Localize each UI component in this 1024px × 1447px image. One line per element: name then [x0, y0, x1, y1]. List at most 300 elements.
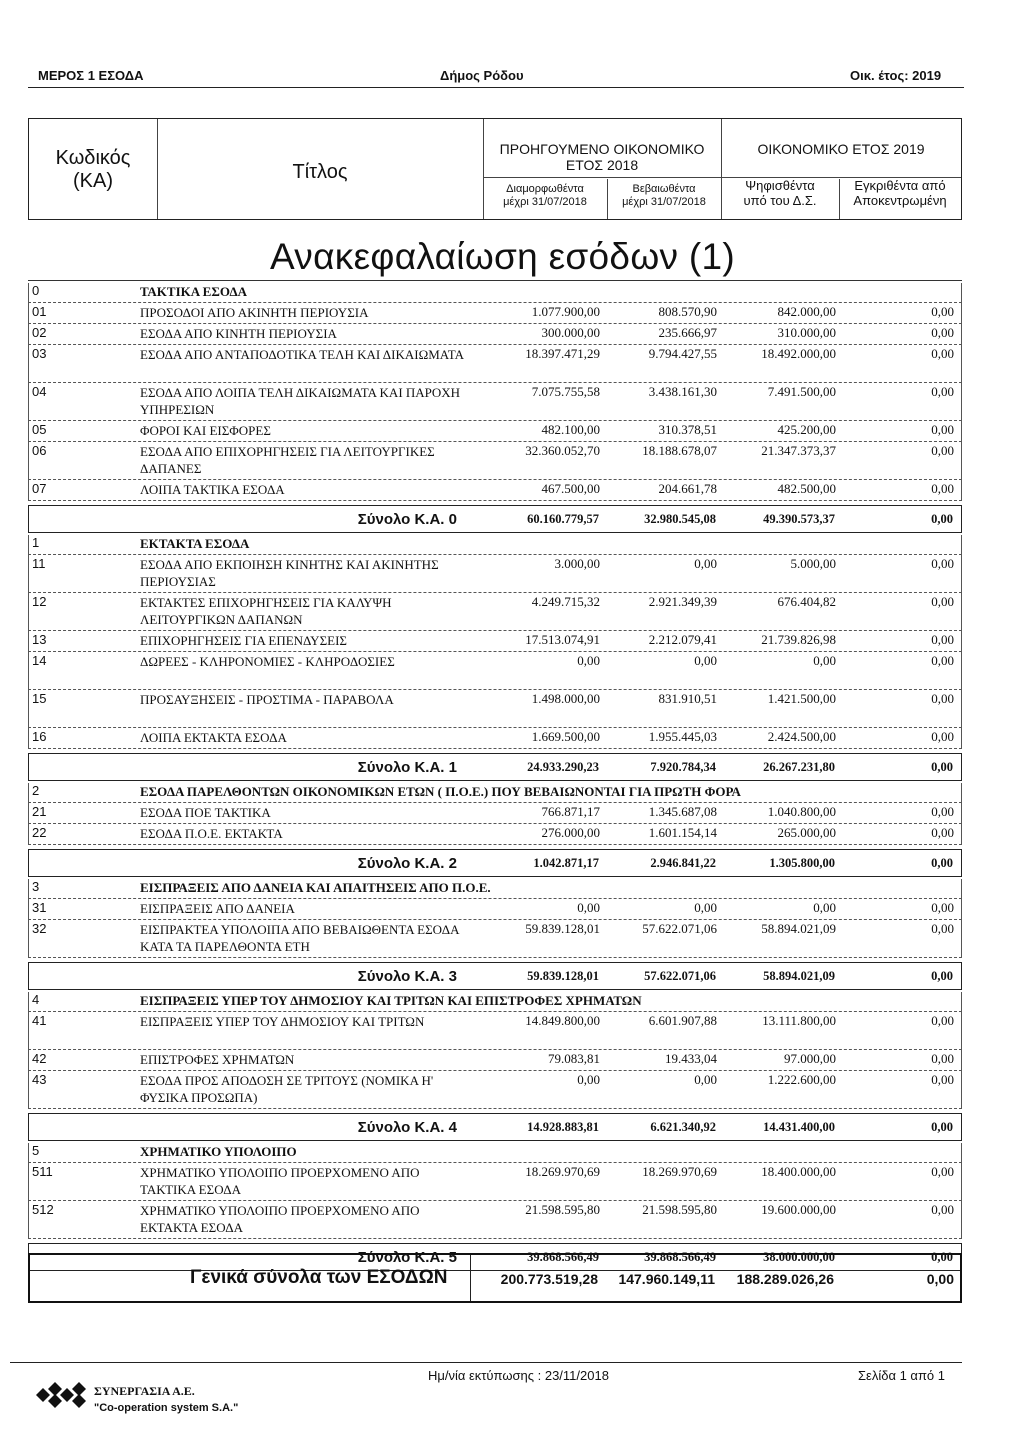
table-row [28, 729, 962, 750]
col-divider [28, 1011, 29, 1049]
header-center: Δήμος Ρόδου [440, 68, 524, 83]
row-title: ΠΡΟΣΑΥΞΗΣΕΙΣ - ΠΡΟΣΤΙΜΑ - ΠΑΡΑΒΟΛΑ [140, 692, 394, 707]
row-v2: 57.622.071,06 [642, 921, 717, 936]
col-divider [28, 302, 29, 323]
row-dashed-rule [28, 500, 962, 501]
col-divider [961, 919, 962, 957]
row-code: 11 [32, 556, 46, 571]
section-total-v3: 38.000.000,00 [763, 1250, 835, 1264]
row-v3: 97.000,00 [784, 1051, 836, 1066]
row-v2: 19.433,04 [665, 1051, 717, 1066]
section-total-v1: 14.928.883,81 [527, 1120, 599, 1134]
grand-total-v2: 147.960.149,11 [618, 1271, 715, 1287]
col-divider [28, 783, 29, 802]
row-v3: 5.000,00 [790, 556, 836, 571]
row-dashed-rule [28, 1200, 962, 1201]
row-title: ΕΣΟΔΑ ΑΠΟ ΕΚΠΟΙΗΣΗ ΚΙΝΗΤΗΣ ΚΑΙ ΑΚΙΝΗΤΗΣ ΠΕΡΙΟΥΣΙΑΣ [140, 557, 439, 589]
row-v1: 17.513.074,91 [525, 632, 600, 647]
table-row [28, 804, 962, 825]
col-divider [961, 630, 962, 651]
table-row [28, 1202, 962, 1240]
row-title: ΕΠΙΣΤΡΟΦΕΣ ΧΡΗΜΑΤΩΝ [140, 1052, 295, 1067]
row-v2: 0,00 [694, 900, 717, 915]
category-title: ΕΣΟΔΑ ΠΑΡΕΛΘΟΝΤΩΝ ΟΙΚΟΝΟΜΙΚΩΝ ΕΤΩΝ ( Π.Ο.Ε.) ΠΟΥ ΒΕΒΑΙΩΝΟΝΤΑΙ ΓΙΑ ΠΡΩΤΗ ΦΟΡΑ [140, 784, 741, 799]
row-v4: 0,00 [931, 900, 954, 915]
row-v2: 21.598.595,80 [642, 1202, 717, 1217]
col-divider [28, 823, 29, 844]
row-dashed-rule [28, 919, 962, 920]
table-row [28, 422, 962, 443]
category-row [28, 992, 962, 1009]
grand-total-v3: 188.289.026,26 [736, 1271, 834, 1287]
row-v2: 18.269.970,69 [642, 1164, 717, 1179]
row-v3: 58.894.021,09 [761, 921, 836, 936]
category-row [28, 879, 962, 896]
table-row [28, 481, 962, 502]
col-divider [961, 898, 962, 919]
row-v4: 0,00 [931, 384, 954, 399]
row-v2: 2.212.079,41 [648, 632, 717, 647]
category-code: 3 [32, 879, 40, 894]
col-divider [28, 344, 29, 382]
row-v1: 7.075.755,58 [531, 384, 600, 399]
col-divider [961, 1011, 962, 1049]
col-divider [28, 382, 29, 420]
section-total-v4: 0,00 [931, 856, 953, 870]
row-dashed-rule [28, 1162, 962, 1163]
col-divider [28, 323, 29, 344]
row-v2: 310.378,51 [658, 422, 717, 437]
section-total-label: Σύνολο Κ.Α. 5 [357, 1249, 457, 1266]
category-title: ΕΙΣΠΡΑΞΕΙΣ ΑΠΟ ΔΑΝΕΙΑ ΚΑΙ ΑΠΑΙΤΗΣΕΙΣ ΑΠΟ Π.Ο.Ε. [140, 880, 491, 895]
row-v3: 18.400.000,00 [761, 1164, 836, 1179]
row-code: 42 [32, 1051, 47, 1066]
row-dashed-rule [28, 1070, 962, 1071]
row-v4: 0,00 [931, 481, 954, 496]
section-total-v1: 39.868.566,49 [527, 1250, 599, 1264]
row-dashed-rule [28, 802, 962, 803]
row-dashed-rule [28, 1108, 962, 1109]
row-v3: 0,00 [813, 900, 836, 915]
row-v3: 310.000,00 [777, 325, 836, 340]
company-name-en: "Co-operation system S.A." [94, 1402, 239, 1414]
row-v2: 0,00 [694, 653, 717, 668]
row-v4: 0,00 [931, 1164, 954, 1179]
col-divider [28, 898, 29, 919]
row-v3: 425.200,00 [777, 422, 836, 437]
grand-total-v4: 0,00 [926, 1271, 954, 1287]
row-v2: 831.910,51 [658, 691, 717, 706]
header-left: ΜΕΡΟΣ 1 ΕΣΟΔΑ [38, 68, 144, 83]
col-divider [28, 535, 29, 554]
section-total-v4: 0,00 [931, 969, 953, 983]
col-divider [28, 1162, 29, 1200]
col-divider [961, 651, 962, 689]
section-total-v1: 1.042.871,17 [533, 856, 599, 870]
row-title: ΕΚΤΑΚΤΕΣ ΕΠΙΧΟΡΗΓΗΣΕΙΣ ΓΙΑ ΚΑΛΥΨΗ ΛΕΙΤΟΥΡΓΙΚΩΝ ΔΑΠΑΝΩΝ [140, 595, 392, 627]
section-total-v4: 0,00 [931, 760, 953, 774]
row-v3: 482.500,00 [777, 481, 836, 496]
col-divider [961, 1049, 962, 1070]
row-code: 13 [32, 632, 47, 647]
col-divider [961, 1162, 962, 1200]
row-v4: 0,00 [931, 921, 954, 936]
row-dashed-rule [28, 323, 962, 324]
col-c2-header: Βεβαιωθέντα μέχρι 31/07/2018 [622, 183, 706, 208]
category-title: ΕΚΤΑΚΤΑ ΕΣΟΔΑ [140, 536, 250, 551]
section-total-label: Σύνολο Κ.Α. 0 [357, 511, 457, 528]
col-divider [28, 283, 29, 302]
row-dashed-rule [28, 689, 962, 690]
section-total-row [28, 505, 962, 533]
row-dashed-rule [28, 823, 962, 824]
table-row [28, 1164, 962, 1202]
table-top-rule [28, 280, 962, 281]
row-v1: 18.397.471,29 [525, 346, 600, 361]
row-v3: 1.222.600,00 [767, 1072, 836, 1087]
row-title: ΛΟΙΠΑ ΕΚΤΑΚΤΑ ΕΣΟΔΑ [140, 730, 287, 745]
row-v1: 300.000,00 [541, 325, 600, 340]
row-v4: 0,00 [931, 1072, 954, 1087]
row-title: ΧΡΗΜΑΤΙΚΟ ΥΠΟΛΟΙΠΟ ΠΡΟΕΡΧΟΜΕΝΟ ΑΠΟ ΤΑΚΤΙΚΑ ΕΣΟΔΑ [140, 1165, 420, 1197]
col-divider [961, 727, 962, 748]
row-v3: 265.000,00 [777, 825, 836, 840]
col-c3-header: Ψηφισθέντα υπό του Δ.Σ. [743, 178, 817, 208]
row-v4: 0,00 [931, 691, 954, 706]
section-total-v2: 6.621.340,92 [650, 1120, 716, 1134]
category-code: 0 [32, 283, 40, 298]
col-divider [961, 992, 962, 1011]
row-dashed-rule [28, 441, 962, 442]
col-cur-year-header: ΟΙΚΟΝΟΜΙΚΟ ΕΤΟΣ 2019 [757, 141, 925, 157]
table-row [28, 1072, 962, 1110]
row-v2: 18.188.678,07 [642, 443, 717, 458]
row-code: 32 [32, 921, 47, 936]
col-divider [28, 554, 29, 592]
row-title: ΛΟΙΠΑ ΤΑΚΤΙΚΑ ΕΣΟΔΑ [140, 482, 285, 497]
row-v4: 0,00 [931, 804, 954, 819]
row-dashed-rule [28, 651, 962, 652]
row-v4: 0,00 [931, 422, 954, 437]
row-dashed-rule [28, 554, 962, 555]
table-row [28, 691, 962, 729]
row-dashed-rule [28, 898, 962, 899]
col-divider [28, 919, 29, 957]
category-title: ΤΑΚΤΙΚΑ ΕΣΟΔΑ [140, 284, 248, 299]
col-divider [28, 802, 29, 823]
row-v2: 1.601.154,14 [648, 825, 717, 840]
category-code: 4 [32, 992, 40, 1007]
row-dashed-rule [28, 382, 962, 383]
section-total-v2: 57.622.071,06 [644, 969, 716, 983]
col-divider [28, 1143, 29, 1162]
col-code-header: Κωδικός (ΚΑ) [55, 147, 131, 192]
row-dashed-rule [28, 592, 962, 593]
category-code: 5 [32, 1143, 40, 1158]
col-divider [28, 420, 29, 441]
table-row [28, 900, 962, 921]
row-dashed-rule [28, 1049, 962, 1050]
row-title: ΦΟΡΟΙ ΚΑΙ ΕΙΣΦΟΡΕΣ [140, 423, 271, 438]
row-dashed-rule [28, 727, 962, 728]
section-total-label: Σύνολο Κ.Α. 4 [357, 1119, 457, 1136]
row-v2: 235.666,97 [658, 325, 717, 340]
row-dashed-rule [28, 630, 962, 631]
col-divider [961, 441, 962, 479]
section-total-label: Σύνολο Κ.Α. 3 [357, 968, 457, 985]
section-total-row [28, 962, 962, 990]
col-divider [961, 689, 962, 727]
row-code: 511 [32, 1164, 53, 1179]
row-v1: 18.269.970,69 [525, 1164, 600, 1179]
col-c1-header: Διαμορφωθέντα μέχρι 31/07/2018 [503, 183, 587, 208]
grand-total-label: Γενικά σύνολα των ΕΣΟΔΩΝ [190, 1267, 448, 1288]
col-divider [961, 535, 962, 554]
row-dashed-rule [28, 344, 962, 345]
row-v4: 0,00 [931, 443, 954, 458]
page-number: Σελίδα 1 από 1 [858, 1368, 945, 1383]
table-row [28, 443, 962, 481]
row-v4: 0,00 [931, 1051, 954, 1066]
row-v2: 2.921.349,39 [648, 594, 717, 609]
col-divider [961, 283, 962, 302]
section-total-label: Σύνολο Κ.Α. 1 [357, 759, 457, 776]
category-code: 2 [32, 783, 40, 798]
row-dashed-rule [28, 420, 962, 421]
col-divider [961, 344, 962, 382]
row-title: ΔΩΡΕΕΣ - ΚΛΗΡΟΝΟΜΙΕΣ - ΚΛΗΡΟΔΟΣΙΕΣ [140, 654, 395, 669]
row-v1: 0,00 [577, 653, 600, 668]
row-title: ΠΡΟΣΟΔΟΙ ΑΠΟ ΑΚΙΝΗΤΗ ΠΕΡΙΟΥΣΙΑ [140, 305, 369, 320]
row-v2: 1.955.445,03 [648, 729, 717, 744]
category-row [28, 283, 962, 300]
row-code: 01 [32, 304, 47, 319]
row-dashed-rule [28, 1011, 962, 1012]
section-total-v3: 26.267.231,80 [763, 760, 835, 774]
column-header [28, 118, 962, 220]
col-divider [961, 592, 962, 630]
col-divider [28, 479, 29, 500]
row-v1: 32.360.052,70 [525, 443, 600, 458]
row-code: 31 [32, 900, 47, 915]
section-total-v4: 0,00 [931, 1250, 953, 1264]
section-total-v4: 0,00 [931, 512, 953, 526]
row-code: 05 [32, 422, 47, 437]
row-title: ΧΡΗΜΑΤΙΚΟ ΥΠΟΛΟΙΠΟ ΠΡΟΕΡΧΟΜΕΝΟ ΑΠΟ ΕΚΤΑΚΤΑ ΕΣΟΔΑ [140, 1203, 420, 1235]
table-row [28, 304, 962, 325]
row-v4: 0,00 [931, 632, 954, 647]
header-rule [28, 87, 964, 88]
row-v1: 14.849.800,00 [525, 1013, 600, 1028]
row-code: 15 [32, 691, 47, 706]
row-v1: 0,00 [577, 1072, 600, 1087]
col-title-header: Τίτλος [292, 161, 348, 183]
row-v4: 0,00 [931, 346, 954, 361]
row-title: ΕΣΟΔΑ ΑΠΟ ΛΟΙΠΑ ΤΕΛΗ ΔΙΚΑΙΩΜΑΤΑ ΚΑΙ ΠΑΡΟΧΗ ΥΠΗΡΕΣΙΩΝ [140, 385, 461, 417]
row-code: 14 [32, 653, 47, 668]
col-divider [961, 420, 962, 441]
col-divider [961, 802, 962, 823]
page-title: Ανακεφαλαίωση εσόδων (1) [270, 236, 736, 277]
col-divider [961, 382, 962, 420]
row-v4: 0,00 [931, 556, 954, 571]
section-total-v3: 49.390.573,37 [763, 512, 835, 526]
row-v4: 0,00 [931, 304, 954, 319]
table-row [28, 825, 962, 846]
row-v1: 1.498.000,00 [531, 691, 600, 706]
row-v3: 21.739.826,98 [761, 632, 836, 647]
table-row [28, 384, 962, 422]
section-total-v1: 60.160.779,57 [527, 512, 599, 526]
row-v2: 3.438.161,30 [648, 384, 717, 399]
company-name: ΣΥΝΕΡΓΑΣΙΑ Α.Ε. [94, 1384, 195, 1398]
col-divider [961, 302, 962, 323]
row-code: 512 [32, 1202, 54, 1217]
category-row [28, 535, 962, 552]
col-divider [28, 630, 29, 651]
row-v3: 0,00 [813, 653, 836, 668]
grand-divider [470, 1255, 471, 1301]
col-divider [28, 1070, 29, 1108]
col-divider [28, 441, 29, 479]
row-title: ΕΣΟΔΑ ΑΠΟ ΑΝΤΑΠΟΔΟΤΙΚΑ ΤΕΛΗ ΚΑΙ ΔΙΚΑΙΩΜΑΤΑ [140, 347, 465, 362]
section-total-v1: 24.933.290,23 [527, 760, 599, 774]
section-total-v2: 32.980.545,08 [644, 512, 716, 526]
row-v4: 0,00 [931, 825, 954, 840]
row-v2: 808.570,90 [658, 304, 717, 319]
table-row [28, 594, 962, 632]
row-v3: 13.111.800,00 [762, 1013, 836, 1028]
row-v3: 676.404,82 [777, 594, 836, 609]
header-right: Οικ. έτος: 2019 [850, 68, 942, 83]
category-row [28, 783, 962, 800]
col-divider [961, 879, 962, 898]
table-row [28, 556, 962, 594]
row-v1: 467.500,00 [541, 481, 600, 496]
section-total-v2: 7.920.784,34 [650, 760, 716, 774]
col-divider [28, 592, 29, 630]
row-v1: 482.100,00 [541, 422, 600, 437]
section-total-v2: 2.946.841,22 [650, 856, 716, 870]
row-v2: 0,00 [694, 1072, 717, 1087]
row-v4: 0,00 [931, 729, 954, 744]
print-date: Ημ/νία εκτύπωσης : 23/11/2018 [428, 1368, 609, 1383]
row-code: 16 [32, 729, 47, 744]
col-divider [28, 1049, 29, 1070]
row-code: 06 [32, 443, 47, 458]
row-title: ΕΣΟΔΑ ΑΠΟ ΚΙΝΗΤΗ ΠΕΡΙΟΥΣΙΑ [140, 326, 337, 341]
row-title: ΕΣΟΔΑ Π.Ο.Ε. ΕΚΤΑΚΤΑ [140, 826, 283, 841]
row-title: ΕΙΣΠΡΑΞΕΙΣ ΑΠΟ ΔΑΝΕΙΑ [140, 901, 295, 916]
row-v3: 842.000,00 [777, 304, 836, 319]
section-total-v1: 59.839.128,01 [527, 969, 599, 983]
row-v3: 18.492.000,00 [761, 346, 836, 361]
company-logo-icon [30, 1378, 92, 1412]
row-code: 21 [32, 804, 47, 819]
grand-total-v1: 200.773.519,28 [500, 1271, 598, 1287]
row-v2: 1.345.687,08 [648, 804, 717, 819]
row-v2: 6.601.907,88 [648, 1013, 717, 1028]
row-v2: 0,00 [694, 556, 717, 571]
table-row [28, 632, 962, 653]
section-total-v4: 0,00 [931, 1120, 953, 1134]
category-title: ΧΡΗΜΑΤΙΚΟ ΥΠΟΛΟΙΠΟ [140, 1144, 297, 1159]
row-v3: 7.491.500,00 [767, 384, 836, 399]
col-divider [28, 727, 29, 748]
col-divider [961, 783, 962, 802]
col-divider [961, 1143, 962, 1162]
footer-rule [10, 1362, 962, 1363]
row-v2: 9.794.427,55 [648, 346, 717, 361]
row-v4: 0,00 [931, 1013, 954, 1028]
section-total-row [28, 1113, 962, 1141]
table-row [28, 346, 962, 384]
row-dashed-rule [28, 479, 962, 480]
col-divider [28, 992, 29, 1011]
row-v3: 2.424.500,00 [767, 729, 836, 744]
section-total-label: Σύνολο Κ.Α. 2 [357, 855, 457, 872]
row-v3: 19.600.000,00 [761, 1202, 836, 1217]
row-v4: 0,00 [931, 594, 954, 609]
section-total-row [28, 753, 962, 781]
table-row [28, 325, 962, 346]
row-code: 02 [32, 325, 47, 340]
row-v4: 0,00 [931, 653, 954, 668]
table-row [28, 921, 962, 959]
row-title: ΕΙΣΠΡΑΞΕΙΣ ΥΠΕΡ ΤΟΥ ΔΗΜΟΣΙΟΥ ΚΑΙ ΤΡΙΤΩΝ [140, 1014, 425, 1029]
col-divider [28, 879, 29, 898]
col-divider [961, 479, 962, 500]
row-dashed-rule [28, 1238, 962, 1239]
row-title: ΕΣΟΔΑ ΠΡΟΣ ΑΠΟΔΟΣΗ ΣΕ ΤΡΙΤΟΥΣ (ΝΟΜΙΚΑ Η' ΦΥΣΙΚΑ ΠΡΟΣΩΠΑ) [140, 1073, 434, 1105]
row-dashed-rule [28, 957, 962, 958]
col-divider [28, 1200, 29, 1238]
row-code: 07 [32, 481, 47, 496]
row-code: 03 [32, 346, 47, 361]
col-divider [961, 323, 962, 344]
row-code: 41 [32, 1013, 47, 1028]
row-v3: 1.040.800,00 [767, 804, 836, 819]
row-v1: 276.000,00 [541, 825, 600, 840]
row-v2: 204.661,78 [658, 481, 717, 496]
category-code: 1 [32, 535, 40, 550]
table-row [28, 653, 962, 691]
col-divider [961, 823, 962, 844]
section-total-row [28, 849, 962, 877]
row-code: 12 [32, 594, 47, 609]
row-title: ΕΙΣΠΡΑΚΤΕΑ ΥΠΟΛΟΙΠΑ ΑΠΟ ΒΕΒΑΙΩΘΕΝΤΑ ΕΣΟΔΑ ΚΑΤΑ ΤΑ ΠΑΡΕΛΘΟΝΤΑ ΕΤΗ [140, 922, 459, 954]
col-divider [961, 1070, 962, 1108]
row-code: 43 [32, 1072, 47, 1087]
row-dashed-rule [28, 748, 962, 749]
row-v1: 1.669.500,00 [531, 729, 600, 744]
section-total-v3: 1.305.800,00 [769, 856, 835, 870]
row-title: ΕΠΙΧΟΡΗΓΗΣΕΙΣ ΓΙΑ ΕΠΕΝΔΥΣΕΙΣ [140, 633, 347, 648]
row-v1: 21.598.595,80 [525, 1202, 600, 1217]
row-code: 22 [32, 825, 47, 840]
category-row [28, 1143, 962, 1160]
row-title: ΕΣΟΔΑ ΑΠΟ ΕΠΙΧΟΡΗΓΗΣΕΙΣ ΓΙΑ ΛΕΙΤΟΥΡΓΙΚΕΣ ΔΑΠΑΝΕΣ [140, 444, 435, 476]
row-title: ΕΣΟΔΑ ΠΟΕ ΤΑΚΤΙΚΑ [140, 805, 271, 820]
table-row [28, 1051, 962, 1072]
row-v1: 79.083,81 [548, 1051, 600, 1066]
col-divider [961, 1200, 962, 1238]
category-title: ΕΙΣΠΡΑΞΕΙΣ ΥΠΕΡ ΤΟΥ ΔΗΜΟΣΙΟΥ ΚΑΙ ΤΡΙΤΩΝ ΚΑΙ ΕΠΙΣΤΡΟΦΕΣ ΧΡΗΜΑΤΩΝ [140, 993, 642, 1008]
col-divider [961, 554, 962, 592]
row-v1: 1.077.900,00 [531, 304, 600, 319]
section-total-v3: 58.894.021,09 [763, 969, 835, 983]
section-total-v2: 39.868.566,49 [644, 1250, 716, 1264]
